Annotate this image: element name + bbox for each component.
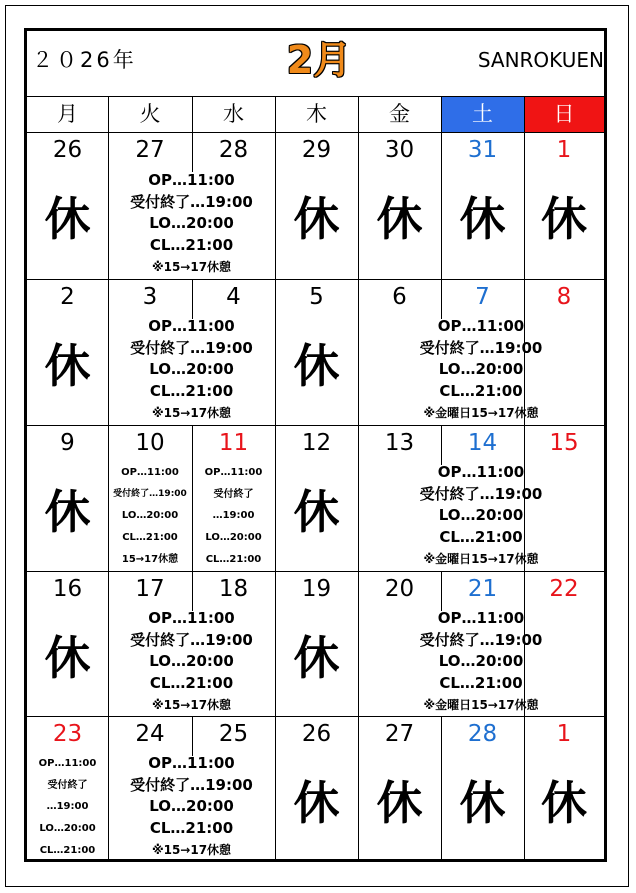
day-cell xyxy=(108,716,192,756)
last-order-time: LO…20:00 xyxy=(39,823,96,835)
day-number: 6 xyxy=(392,284,407,310)
month-title: 2月 xyxy=(286,38,352,82)
day-cell xyxy=(524,571,604,611)
day-number: 27 xyxy=(384,721,415,747)
close-time: CL…21:00 xyxy=(149,382,234,401)
reception-end-time: 受付終了…19:00 xyxy=(130,192,253,211)
hours-block xyxy=(108,753,275,860)
day-cell xyxy=(27,279,108,425)
day-number: 31 xyxy=(467,137,498,163)
day-number: 28 xyxy=(467,721,498,747)
day-cell xyxy=(108,425,192,571)
day-cell xyxy=(358,571,441,611)
day-cell xyxy=(108,571,192,611)
day-cell xyxy=(524,279,604,319)
close-time: CL…21:00 xyxy=(39,844,96,856)
last-order-time: LO…20:00 xyxy=(438,506,524,525)
close-time: CL…21:00 xyxy=(149,819,234,838)
last-order-time: LO…20:00 xyxy=(149,360,234,379)
day-cell xyxy=(524,425,604,465)
reception-end-time: 受付終了…19:00 xyxy=(419,484,543,503)
grid-line xyxy=(441,96,442,132)
day-number: 1 xyxy=(556,137,572,163)
weekday-sat: 土 xyxy=(472,102,493,126)
day-number: 27 xyxy=(135,137,165,163)
weekday-fri: 金 xyxy=(389,102,410,126)
last-order-time: LO…20:00 xyxy=(438,652,524,671)
last-order-time: LO…20:00 xyxy=(149,214,234,233)
hours-block xyxy=(358,462,604,571)
day-cell xyxy=(192,425,275,571)
day-cell xyxy=(108,132,192,172)
reception-end-time: 受付終了…19:00 xyxy=(130,775,253,794)
close-time: CL…21:00 xyxy=(122,532,178,544)
day-number: 1 xyxy=(556,721,572,747)
day-number: 15 xyxy=(549,430,579,456)
day-number: 29 xyxy=(301,137,332,163)
day-number: 12 xyxy=(301,430,332,456)
close-time: CL…21:00 xyxy=(149,236,234,255)
day-cell xyxy=(441,571,524,611)
close-time: CL…21:00 xyxy=(439,382,523,401)
day-number: 18 xyxy=(218,576,249,602)
reception-end-time: …19:00 xyxy=(46,801,89,813)
reception-end-time: …19:00 xyxy=(212,510,255,522)
break-note: ※金曜日15→17休憩 xyxy=(423,551,539,566)
day-number: 3 xyxy=(142,284,158,310)
closed-label: 休 xyxy=(293,485,340,539)
day-number: 2 xyxy=(60,284,75,310)
open-time: OP…11:00 xyxy=(38,758,97,769)
day-cell xyxy=(275,571,358,716)
day-number: 28 xyxy=(218,137,249,163)
day-number: 23 xyxy=(52,721,83,747)
closed-label: 休 xyxy=(44,631,91,685)
reception-end-time: 受付終了…19:00 xyxy=(130,630,253,649)
day-cell xyxy=(108,279,192,319)
break-note: ※15→17休憩 xyxy=(151,697,232,712)
hours-block xyxy=(108,316,275,425)
close-time: CL…21:00 xyxy=(439,674,523,693)
day-cell xyxy=(358,132,441,279)
day-cell xyxy=(192,571,275,611)
day-cell xyxy=(192,716,275,756)
day-cell xyxy=(441,425,524,465)
closed-label: 休 xyxy=(541,776,587,830)
last-order-time: LO…20:00 xyxy=(205,532,262,544)
day-number: 5 xyxy=(309,284,324,310)
day-cell xyxy=(358,716,441,860)
day-number: 13 xyxy=(384,430,415,456)
day-number: 17 xyxy=(135,576,165,602)
reception-end-label: 受付終了 xyxy=(47,779,88,791)
day-cell xyxy=(275,132,358,279)
day-number: 8 xyxy=(556,284,572,310)
grid-line xyxy=(192,96,193,132)
open-time: OP…11:00 xyxy=(148,609,235,627)
day-number: 7 xyxy=(475,284,490,310)
hours-block xyxy=(108,608,275,716)
hours-block xyxy=(108,170,275,279)
reception-end-time: 受付終了…19:00 xyxy=(419,338,543,357)
year-label: ２０26年 xyxy=(32,48,137,72)
closed-label: 休 xyxy=(293,192,340,246)
day-cell xyxy=(441,716,524,860)
day-number: 21 xyxy=(467,576,498,602)
day-number: 25 xyxy=(218,721,249,747)
day-number: 24 xyxy=(135,721,165,747)
day-cell xyxy=(441,132,524,279)
day-number: 26 xyxy=(52,137,83,163)
close-time: CL…21:00 xyxy=(149,674,234,693)
close-time: CL…21:00 xyxy=(439,528,523,547)
day-cell xyxy=(192,279,275,319)
day-cell xyxy=(27,571,108,716)
break-note: ※金曜日15→17休憩 xyxy=(423,697,539,712)
last-order-time: LO…20:00 xyxy=(149,797,234,816)
day-number: 14 xyxy=(467,430,498,456)
closed-label: 休 xyxy=(293,339,340,393)
day-cell xyxy=(27,132,108,279)
last-order-time: LO…20:00 xyxy=(438,360,524,379)
closed-label: 休 xyxy=(44,339,91,393)
open-time: OP…11:00 xyxy=(204,467,263,478)
open-time: OP…11:00 xyxy=(148,171,235,189)
day-cell xyxy=(524,716,604,860)
shop-name: SANROKUEN xyxy=(477,48,604,72)
grid-line xyxy=(27,96,604,97)
open-time: OP…11:00 xyxy=(121,467,179,478)
closed-label: 休 xyxy=(459,776,506,830)
break-note: ※金曜日15→17休憩 xyxy=(423,405,539,420)
day-cell xyxy=(524,132,604,279)
day-number: 9 xyxy=(60,430,75,456)
closed-label: 休 xyxy=(459,192,506,246)
closed-label: 休 xyxy=(44,485,91,539)
break-note: ※15→17休憩 xyxy=(151,405,232,420)
day-number: 11 xyxy=(218,430,249,456)
weekday-wed: 水 xyxy=(223,102,244,126)
closed-label: 休 xyxy=(376,192,423,246)
closed-label: 休 xyxy=(293,631,340,685)
day-number: 4 xyxy=(226,284,241,310)
day-cell xyxy=(441,279,524,319)
day-number: 19 xyxy=(301,576,332,602)
open-time: OP…11:00 xyxy=(437,609,525,627)
open-time: OP…11:00 xyxy=(148,754,235,772)
day-cell xyxy=(275,716,358,860)
reception-end-time: 受付終了…19:00 xyxy=(113,488,187,499)
day-number: 16 xyxy=(52,576,83,602)
reception-end-time: 受付終了…19:00 xyxy=(419,630,543,649)
day-cell xyxy=(27,716,108,860)
closed-label: 休 xyxy=(376,776,423,830)
open-time: OP…11:00 xyxy=(437,463,525,481)
day-cell xyxy=(275,425,358,571)
day-number: 22 xyxy=(549,576,579,602)
weekday-thu: 木 xyxy=(306,102,327,126)
day-cell xyxy=(27,425,108,571)
break-note: ※15→17休憩 xyxy=(151,259,232,274)
closed-label: 休 xyxy=(44,192,91,246)
break-note: ※15→17休憩 xyxy=(151,842,232,857)
day-number: 26 xyxy=(301,721,332,747)
break-note: 15→17休憩 xyxy=(121,553,179,565)
day-cell xyxy=(358,279,441,319)
weekday-mon: 月 xyxy=(57,102,78,126)
day-cell xyxy=(192,132,275,172)
open-time: OP…11:00 xyxy=(148,317,235,335)
hours-block xyxy=(358,316,604,425)
reception-end-time: 受付終了…19:00 xyxy=(130,338,253,357)
weekday-sun: 日 xyxy=(553,102,575,126)
last-order-time: LO…20:00 xyxy=(149,652,234,671)
day-cell xyxy=(358,425,441,465)
day-number: 30 xyxy=(384,137,415,163)
closed-label: 休 xyxy=(293,776,340,830)
hours-block xyxy=(358,608,604,716)
day-number: 10 xyxy=(135,430,165,456)
day-number: 20 xyxy=(384,576,415,602)
closed-label: 休 xyxy=(541,192,587,246)
day-cell xyxy=(275,279,358,425)
reception-end-label: 受付終了 xyxy=(213,488,254,500)
weekday-tue: 火 xyxy=(139,102,161,126)
open-time: OP…11:00 xyxy=(437,317,525,335)
last-order-time: LO…20:00 xyxy=(121,510,179,522)
close-time: CL…21:00 xyxy=(205,553,262,565)
